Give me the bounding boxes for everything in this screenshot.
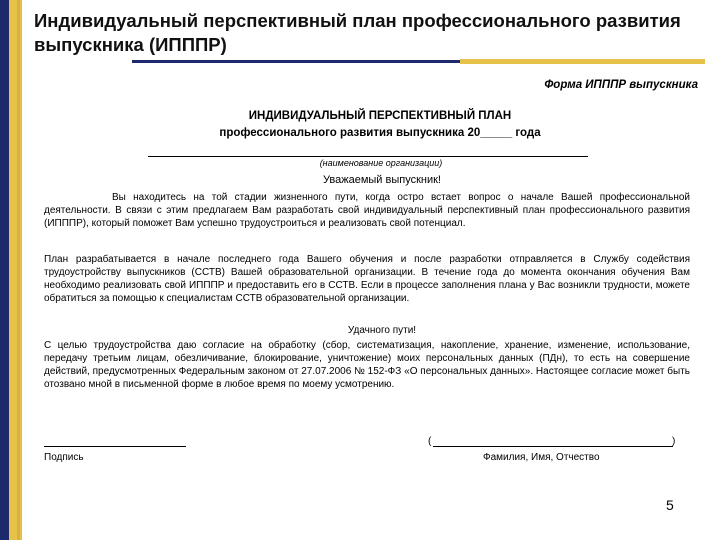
good-luck-text: Удачного пути! <box>347 325 417 336</box>
title-underline-navy <box>132 60 460 63</box>
process-paragraph: План разрабатывается в начале последнего года Вашего обучения и после разработки отправляется в Службу содействия трудоустройству выпускников (ССТВ) Вашей образовательной организации. В течение года до момента окончания обучения Вам необходимо реализовать свой ИПППР и предоставить его в ССТВ. Если в процессе заполнения плана у Вас возникли трудности, можете обратиться за помощью к специалистам ССТВ образовательной организации. <box>44 254 690 304</box>
left-decor-navy-bar <box>0 0 9 540</box>
organization-caption: (наименование организации) <box>319 158 443 168</box>
title-underline-gold <box>460 59 705 64</box>
signature-label: Подпись <box>44 452 84 463</box>
organization-name-line <box>148 156 588 157</box>
form-label: Форма ИПППР выпускника <box>544 79 698 91</box>
left-decor-gold-accent <box>17 0 20 540</box>
left-decor-gold-bar <box>9 0 22 540</box>
document-subheading: профессионального развития выпускника 20_____ года <box>219 127 541 139</box>
slide-title: Индивидуальный перспективный план профессионального развития выпускника (ИПППР) <box>34 10 681 55</box>
page-number: 5 <box>666 497 674 513</box>
full-name-label: Фамилия, Имя, Отчество <box>483 452 600 463</box>
greeting: Уважаемый выпускник! <box>323 174 441 186</box>
name-close-paren: ) <box>672 436 676 447</box>
name-open-paren: ( <box>428 436 432 447</box>
document-heading: ИНДИВИДУАЛЬНЫЙ ПЕРСПЕКТИВНЫЙ ПЛАН <box>248 110 512 122</box>
consent-paragraph: С целью трудоустройства даю согласие на обработку (сбор, систематизация, накопление, хранение, изменение, использование, передачу третьим лицам, обезличивание, блокирование, уничтожение) моих персональных данных (ПДн), то есть на совершение действий, предусмотренных Федеральным законом от 27.07.2006 № 152-ФЗ «О персональных данных». Настоящее согласие может быть отозвано мной в письменной форме в любое время по моему усмотрению. <box>44 340 690 390</box>
signature-line <box>44 446 186 447</box>
full-name-line <box>433 446 673 447</box>
intro-paragraph: Вы находитесь на той стадии жизненного пути, когда остро встает вопрос о начале Вашей профессиональной деятельности. В связи с этим предлагаем Вам разработать свой индивидуальный перспективный план профессионального развития (ИПППР), который поможет Вам успешно трудоустроиться и реализовать свой потенциал. <box>44 192 690 229</box>
